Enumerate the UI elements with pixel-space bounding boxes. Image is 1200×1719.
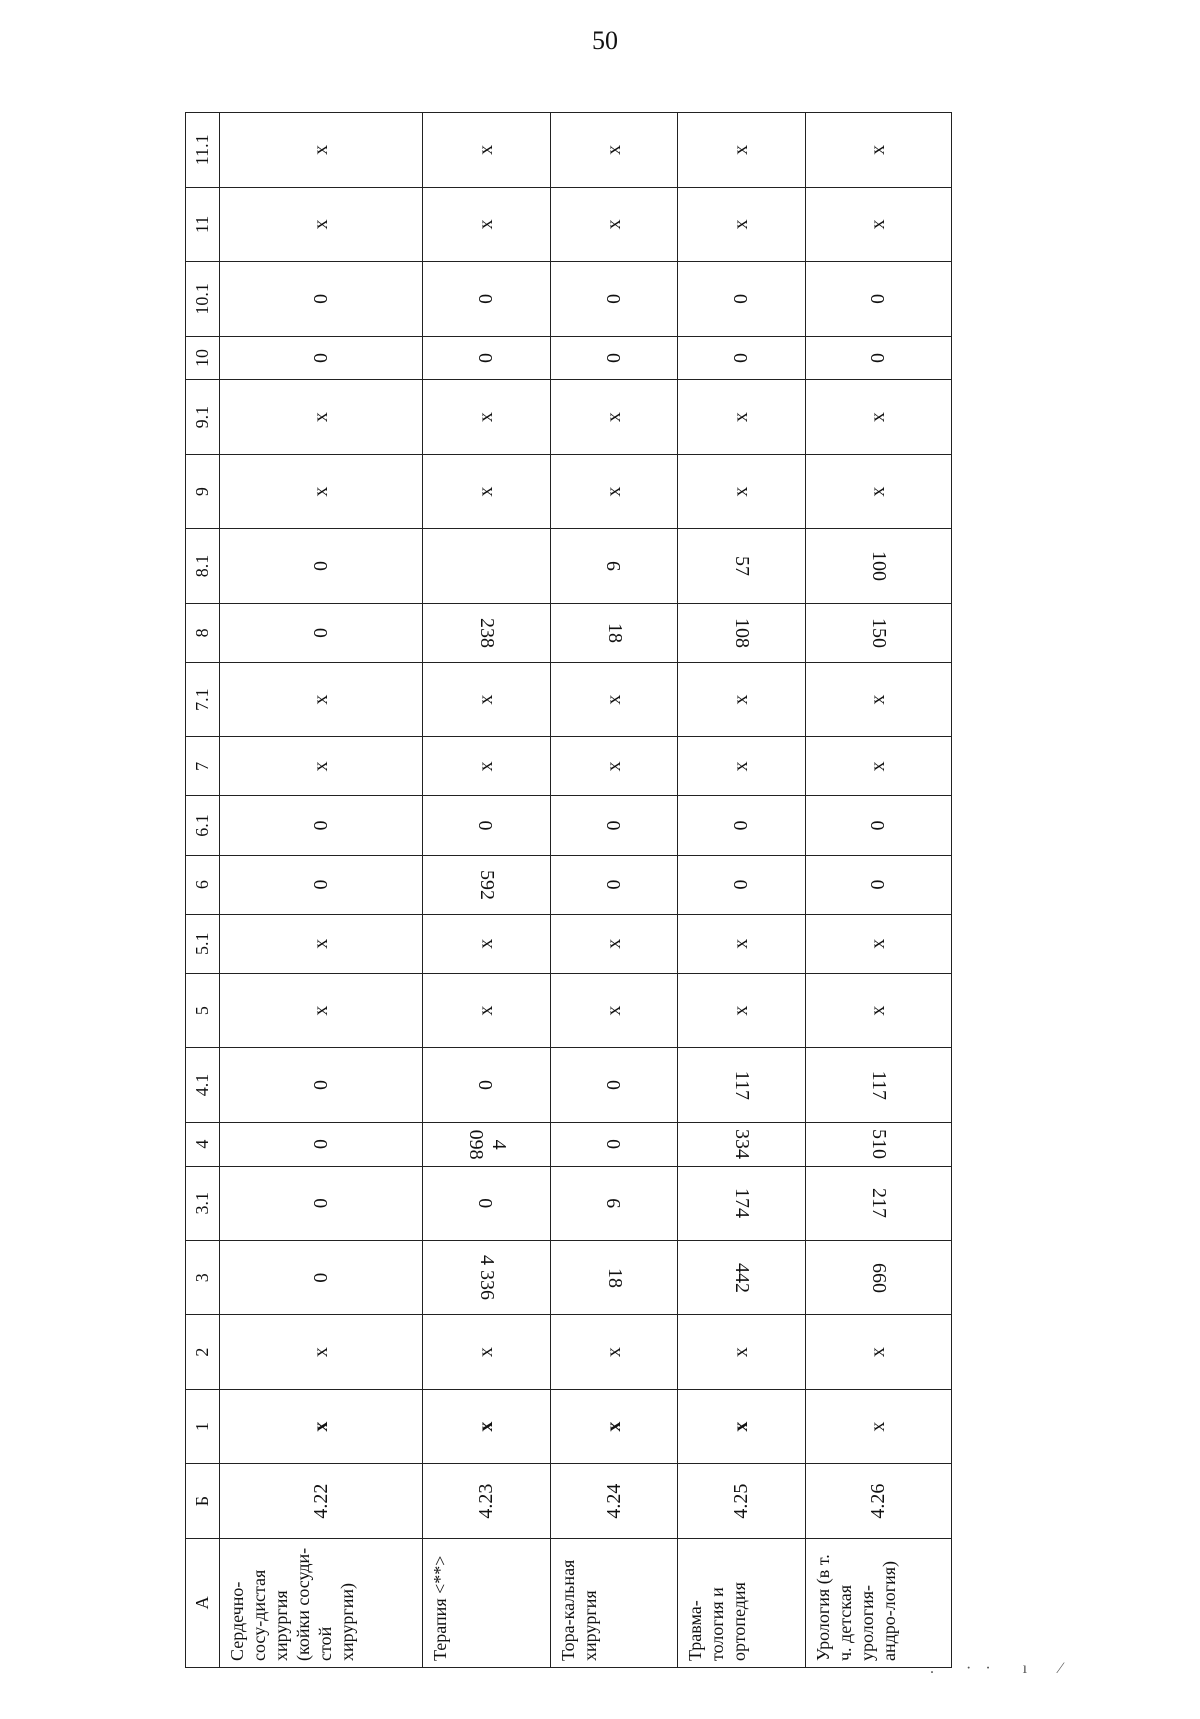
table-cell xyxy=(423,187,551,261)
header-cell: 2 xyxy=(186,1315,220,1389)
cell-value: x xyxy=(602,938,625,949)
table-row xyxy=(678,113,806,1668)
table-cell xyxy=(678,262,806,336)
cell-value: x xyxy=(475,761,498,772)
cell-value: 0 xyxy=(475,353,498,363)
row-name-cell: Травма-тология и ортопедия xyxy=(678,1538,806,1667)
table-cell xyxy=(220,973,423,1047)
cell-value: x xyxy=(475,938,498,949)
cell-value: x xyxy=(730,1005,753,1016)
cell-value: x xyxy=(475,694,498,705)
header-cell: 10.1 xyxy=(186,262,220,336)
cell-value: 0 xyxy=(602,293,625,304)
table-cell xyxy=(550,662,678,736)
cell-value: x xyxy=(309,694,332,705)
cell-value: x xyxy=(309,938,332,949)
table-cell xyxy=(423,855,551,914)
cell-value: x xyxy=(309,1421,332,1432)
cell-value: 0 xyxy=(867,879,889,890)
table-row xyxy=(550,113,678,1668)
cell-value: 0 xyxy=(730,820,753,831)
cell-value: 150 xyxy=(868,617,890,648)
cell-value: x xyxy=(309,1347,332,1358)
table-cell xyxy=(806,1122,952,1166)
table-cell xyxy=(806,1315,952,1389)
cell-value: 4 336 xyxy=(476,1255,499,1301)
page-number: 50 xyxy=(592,26,618,55)
cell-value: x xyxy=(309,144,332,155)
table-cell xyxy=(678,1315,806,1389)
table-cell xyxy=(220,796,423,855)
table-cell xyxy=(806,914,952,973)
cell-value: x xyxy=(730,761,753,772)
cell-value: x xyxy=(309,1005,332,1016)
cell-value: 510 xyxy=(868,1129,890,1160)
cell-value: 117 xyxy=(868,1070,890,1100)
cell-value: x xyxy=(475,1421,498,1432)
table-cell xyxy=(550,529,678,603)
table-cell xyxy=(423,1166,551,1240)
table-cell xyxy=(678,603,806,662)
table-cell xyxy=(220,1166,423,1240)
cell-value: x xyxy=(867,1347,889,1358)
cell-value: 238 xyxy=(476,617,499,648)
table-cell xyxy=(550,1315,678,1389)
table-cell xyxy=(423,1315,551,1389)
table-cell xyxy=(806,454,952,528)
table-cell xyxy=(550,737,678,796)
row-code-cell: 4.25 xyxy=(678,1464,806,1538)
row-name-cell: Тора-кальная хирургия xyxy=(550,1538,678,1667)
cell-value: 0 xyxy=(309,627,332,638)
cell-value: x xyxy=(867,761,889,772)
cell-value: 0 xyxy=(475,1198,498,1209)
table-row xyxy=(423,113,551,1668)
table-cell xyxy=(678,1048,806,1122)
header-cell: 4 xyxy=(186,1122,220,1166)
header-cell: 3.1 xyxy=(186,1166,220,1240)
header-row xyxy=(186,113,220,1668)
cell-value: 0 xyxy=(309,353,332,363)
table-cell xyxy=(550,603,678,662)
cell-value: x xyxy=(867,412,889,423)
table-cell xyxy=(806,737,952,796)
table-cell xyxy=(423,662,551,736)
table-cell xyxy=(678,914,806,973)
cell-value: 0 xyxy=(602,820,625,831)
table-cell xyxy=(220,1122,423,1166)
table-cell xyxy=(678,336,806,380)
table-cell xyxy=(220,1389,423,1463)
table-cell xyxy=(550,1166,678,1240)
table-cell xyxy=(423,529,551,603)
cell-value: x xyxy=(475,412,498,423)
row-code-cell: 4.22 xyxy=(220,1464,423,1538)
table-cell xyxy=(423,1048,551,1122)
cell-value: 0 xyxy=(309,1080,332,1091)
cell-value: x xyxy=(602,694,625,705)
cell-value: x xyxy=(730,1421,753,1432)
cell-value: 18 xyxy=(603,622,626,643)
table-cell xyxy=(806,1389,952,1463)
header-cell: 9.1 xyxy=(186,380,220,454)
table-cell xyxy=(423,113,551,188)
cell-value: x xyxy=(475,1005,498,1016)
header-cell: 9 xyxy=(186,454,220,528)
cell-value: x xyxy=(475,144,498,155)
table-cell xyxy=(678,529,806,603)
cell-value: 0 xyxy=(309,1198,332,1209)
table-cell xyxy=(678,1122,806,1166)
table-cell xyxy=(550,380,678,454)
cell-value: 0 xyxy=(309,561,332,572)
cell-value: x xyxy=(867,486,889,497)
table-cell xyxy=(678,855,806,914)
cell-value: 0 xyxy=(867,820,889,831)
header-cell: 7.1 xyxy=(186,662,220,736)
row-name-cell: Урология (в т. ч. детская урология-андро-логия) xyxy=(806,1538,952,1667)
table-cell xyxy=(550,973,678,1047)
cell-value: 57 xyxy=(731,556,754,577)
cell-value: x xyxy=(602,486,625,497)
table-cell xyxy=(423,1240,551,1314)
table-cell xyxy=(220,603,423,662)
cell-value: x xyxy=(475,1347,498,1358)
table-cell xyxy=(550,336,678,380)
cell-value: 0 xyxy=(475,820,498,831)
cell-value: x xyxy=(602,1421,625,1432)
table-cell xyxy=(806,973,952,1047)
table-cell xyxy=(806,187,952,261)
table-cell xyxy=(806,662,952,736)
cell-value: 0 xyxy=(867,293,889,304)
header-cell: 8.1 xyxy=(186,529,220,603)
cell-value: x xyxy=(602,1005,625,1016)
cell-value: x xyxy=(730,486,753,497)
table-cell xyxy=(550,1048,678,1122)
cell-value: 9 xyxy=(602,561,625,572)
table-cell xyxy=(220,262,423,336)
table-cell xyxy=(220,380,423,454)
table-cell xyxy=(806,529,952,603)
cell-value: x xyxy=(730,694,753,705)
table-cell xyxy=(220,529,423,603)
cell-value: 0 xyxy=(475,293,498,304)
header-cell: 11 xyxy=(186,187,220,261)
table-cell xyxy=(220,914,423,973)
table-cell xyxy=(423,1389,551,1463)
table-cell xyxy=(423,454,551,528)
header-cell: 7 xyxy=(186,737,220,796)
table-cell xyxy=(220,454,423,528)
table-cell xyxy=(806,796,952,855)
table-cell xyxy=(550,796,678,855)
table-cell xyxy=(423,737,551,796)
table-cell xyxy=(220,113,423,188)
cell-value: x xyxy=(730,412,753,423)
table-cell xyxy=(220,1240,423,1314)
cell-value: x xyxy=(309,412,332,423)
cell-value: 117 xyxy=(731,1070,754,1100)
table-cell xyxy=(220,1315,423,1389)
table-body xyxy=(220,113,952,1668)
row-name-cell: Терапия <**> xyxy=(423,1538,551,1667)
cell-value: 0 xyxy=(602,1080,625,1091)
cell-value: 0 xyxy=(602,1139,625,1150)
cell-value: 0 xyxy=(309,293,332,304)
table-cell xyxy=(550,187,678,261)
cell-value: x xyxy=(867,1005,889,1016)
cell-value: x xyxy=(867,1421,889,1432)
row-name-cell: Сердечно-сосу-дистая хирургия (койки сосуди-стой хирургии) xyxy=(220,1538,423,1667)
cell-value: 108 xyxy=(731,617,754,648)
table-cell xyxy=(423,914,551,973)
table-cell xyxy=(806,113,952,188)
table-cell xyxy=(423,336,551,380)
cell-value: 217 xyxy=(868,1188,890,1219)
cell-value: 0 xyxy=(309,879,332,890)
table-cell xyxy=(220,855,423,914)
cell-value: x xyxy=(730,938,753,949)
cell-value: 442 xyxy=(731,1262,754,1293)
table-cell xyxy=(423,380,551,454)
table-cell xyxy=(550,1389,678,1463)
cell-value: x xyxy=(867,219,889,230)
cell-value: x xyxy=(867,144,889,155)
table-cell xyxy=(806,1048,952,1122)
header-cell: 11.1 xyxy=(186,113,220,188)
table-cell xyxy=(806,262,952,336)
cell-value: x xyxy=(309,761,332,772)
rotated-table-container xyxy=(185,112,952,1668)
cell-value: x xyxy=(867,694,889,705)
row-code-cell: 4.26 xyxy=(806,1464,952,1538)
table-cell xyxy=(806,603,952,662)
header-cell: 5 xyxy=(186,973,220,1047)
table-cell xyxy=(678,1240,806,1314)
table-cell xyxy=(550,1122,678,1166)
header-cell: 8 xyxy=(186,603,220,662)
table-cell xyxy=(806,1240,952,1314)
table-cell xyxy=(423,262,551,336)
data-table xyxy=(185,112,952,1668)
header-cell: 3 xyxy=(186,1240,220,1314)
header-cell: 1 xyxy=(186,1389,220,1463)
cell-value: 592 xyxy=(476,869,499,900)
cell-value: 0 xyxy=(602,353,625,363)
cell-value: x xyxy=(602,1347,625,1358)
table-cell xyxy=(220,336,423,380)
cell-value: 174 xyxy=(731,1188,754,1219)
cell-value: x xyxy=(475,219,498,230)
table-cell xyxy=(678,737,806,796)
table-cell xyxy=(550,262,678,336)
table-cell xyxy=(220,662,423,736)
header-cell: Б xyxy=(186,1464,220,1538)
table-cell xyxy=(550,113,678,188)
table-cell xyxy=(678,380,806,454)
cell-value: 0 xyxy=(309,1272,332,1283)
cell-value: x xyxy=(867,938,889,949)
header-cell: А xyxy=(186,1538,220,1667)
cell-value: 0 xyxy=(867,353,889,363)
row-code-cell: 4.23 xyxy=(423,1464,551,1538)
table-row xyxy=(806,113,952,1668)
table-cell xyxy=(423,796,551,855)
cell-value: x xyxy=(730,144,753,155)
table-cell xyxy=(678,454,806,528)
cell-value: 100 xyxy=(868,551,890,582)
cell-value: 0 xyxy=(602,879,625,890)
header-cell: 6 xyxy=(186,855,220,914)
cell-value: 660 xyxy=(868,1262,890,1293)
cell-value: 334 xyxy=(731,1129,754,1160)
table-cell xyxy=(550,855,678,914)
header-cell: 5.1 xyxy=(186,914,220,973)
cell-value: 0 xyxy=(475,1080,498,1091)
table-cell xyxy=(423,1122,551,1166)
cell-value: 9 xyxy=(602,1198,625,1209)
table-cell xyxy=(220,737,423,796)
scan-marks: . ·· ı ⁄ xyxy=(930,1660,1076,1677)
table-cell xyxy=(220,187,423,261)
cell-value: 0 xyxy=(309,820,332,831)
table-cell xyxy=(220,1048,423,1122)
table-cell xyxy=(550,1240,678,1314)
cell-value: 0 xyxy=(730,293,753,304)
cell-value: 18 xyxy=(603,1267,626,1288)
cell-value: 4 098 xyxy=(464,1129,510,1160)
table-cell xyxy=(423,973,551,1047)
cell-value: x xyxy=(309,486,332,497)
table-cell xyxy=(806,336,952,380)
cell-value: 0 xyxy=(730,353,753,363)
table-cell xyxy=(678,662,806,736)
table-cell xyxy=(678,187,806,261)
table-cell xyxy=(678,973,806,1047)
table-cell xyxy=(806,1166,952,1240)
table-cell xyxy=(678,796,806,855)
header-cell: 6.1 xyxy=(186,796,220,855)
cell-value: x xyxy=(602,144,625,155)
table-cell xyxy=(678,1166,806,1240)
cell-value: x xyxy=(730,1347,753,1358)
cell-value: 0 xyxy=(309,1139,332,1150)
table-row xyxy=(220,113,423,1668)
cell-value: x xyxy=(602,761,625,772)
table-cell xyxy=(678,1389,806,1463)
table-cell xyxy=(550,914,678,973)
cell-value: x xyxy=(309,219,332,230)
cell-value: x xyxy=(602,219,625,230)
table-cell xyxy=(678,113,806,188)
header-cell: 10 xyxy=(186,336,220,380)
table-cell xyxy=(806,855,952,914)
row-code-cell: 4.24 xyxy=(550,1464,678,1538)
table-cell xyxy=(806,380,952,454)
cell-value: x xyxy=(475,486,498,497)
header-cell: 4.1 xyxy=(186,1048,220,1122)
cell-value: x xyxy=(730,219,753,230)
cell-value: 0 xyxy=(730,879,753,890)
table-cell xyxy=(550,454,678,528)
table-cell xyxy=(423,603,551,662)
cell-value: x xyxy=(602,412,625,423)
